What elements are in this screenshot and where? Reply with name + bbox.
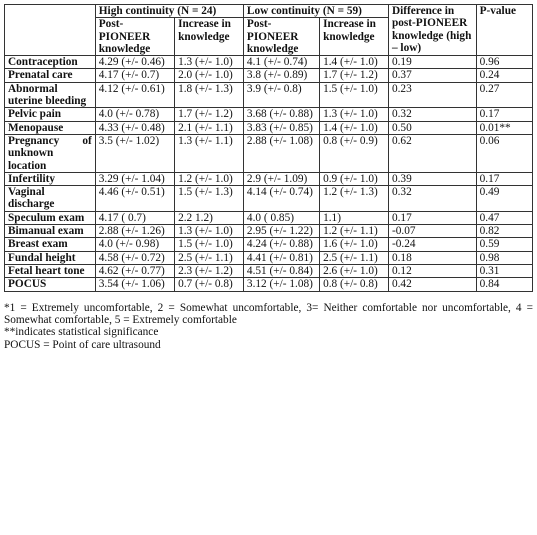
table-row (5, 82, 533, 108)
table-row (5, 108, 533, 121)
high-increase-cell: 1.5 (+/- 1.3) (175, 186, 244, 212)
p-value-cell: 0.49 (476, 186, 532, 212)
row-label-cell: Fundal height (5, 251, 96, 264)
high-post-knowledge-cell: 4.0 (+/- 0.98) (95, 238, 174, 251)
high-post-knowledge-cell: 2.88 (+/- 1.26) (95, 225, 174, 238)
low-post-knowledge-cell: 3.83 (+/- 0.85) (243, 121, 319, 134)
table-row (5, 56, 533, 69)
high-increase-cell: 2.5 (+/- 1.1) (175, 251, 244, 264)
table-row (5, 172, 533, 185)
low-increase-cell: 0.9 (+/- 1.0) (320, 172, 389, 185)
table-row (5, 121, 533, 134)
high-increase-cell: 1.8 (+/- 1.3) (175, 82, 244, 108)
low-post-knowledge-cell: 3.12 (+/- 1.08) (243, 278, 319, 291)
table-row (5, 225, 533, 238)
high-post-knowledge-cell: 4.62 (+/- 0.77) (95, 264, 174, 277)
high-post-knowledge-cell: 4.29 (+/- 0.46) (95, 56, 174, 69)
low-post-knowledge-cell: 4.41 (+/- 0.81) (243, 251, 319, 264)
difference-cell: 0.12 (388, 264, 476, 277)
table-row (5, 251, 533, 264)
high-increase-cell: 1.3 (+/- 1.0) (175, 225, 244, 238)
high-increase-cell: 2.2 1.2) (175, 211, 244, 224)
row-label-cell: Fetal heart tone (5, 264, 96, 277)
low-increase-cell: 1.6 (+/- 1.0) (320, 238, 389, 251)
high-post-knowledge-cell: 3.5 (+/- 1.02) (95, 134, 174, 172)
p-value-cell: 0.17 (476, 172, 532, 185)
table-header (5, 5, 533, 56)
difference-cell: 0.32 (388, 186, 476, 212)
p-value-cell: 0.17 (476, 108, 532, 121)
high-increase-cell: 2.0 (+/- 1.0) (175, 69, 244, 82)
row-label-cell: Pregnancy of unknown location (5, 134, 96, 172)
high-increase-cell: 1.3 (+/- 1.1) (175, 134, 244, 172)
header-high-post-knowledge: Post-PIONEER knowledge (95, 18, 174, 56)
high-increase-cell: 1.5 (+/- 1.0) (175, 238, 244, 251)
row-label-cell: Abnormal uterine bleeding (5, 82, 96, 108)
row-label-cell: Pelvic pain (5, 108, 96, 121)
high-increase-cell: 2.3 (+/- 1.2) (175, 264, 244, 277)
difference-cell: 0.18 (388, 251, 476, 264)
difference-cell: 0.17 (388, 211, 476, 224)
p-value-cell: 0.98 (476, 251, 532, 264)
difference-cell: -0.07 (388, 225, 476, 238)
row-label-cell: Menopause (5, 121, 96, 134)
low-post-knowledge-cell: 4.14 (+/- 0.74) (243, 186, 319, 212)
p-value-cell: 0.31 (476, 264, 532, 277)
low-increase-cell: 1.2 (+/- 1.1) (320, 225, 389, 238)
header-low-continuity: Low continuity (N = 59) (243, 5, 388, 18)
difference-cell: 0.39 (388, 172, 476, 185)
header-p-value: P-value (476, 5, 532, 56)
high-post-knowledge-cell: 4.33 (+/- 0.48) (95, 121, 174, 134)
table-row (5, 134, 533, 172)
high-increase-cell: 1.2 (+/- 1.0) (175, 172, 244, 185)
low-post-knowledge-cell: 3.68 (+/- 0.88) (243, 108, 319, 121)
low-post-knowledge-cell: 4.24 (+/- 0.88) (243, 238, 319, 251)
document (4, 4, 533, 351)
high-post-knowledge-cell: 3.29 (+/- 1.04) (95, 172, 174, 185)
p-value-cell: 0.24 (476, 69, 532, 82)
high-post-knowledge-cell: 4.17 ( 0.7) (95, 211, 174, 224)
row-label-cell: Infertility (5, 172, 96, 185)
low-post-knowledge-cell: 4.51 (+/- 0.84) (243, 264, 319, 277)
low-post-knowledge-cell: 2.88 (+/- 1.08) (243, 134, 319, 172)
difference-cell: 0.23 (388, 82, 476, 108)
header-difference: Difference in post-PIONEER knowledge (high – low) (388, 5, 476, 56)
row-label-cell: Bimanual exam (5, 225, 96, 238)
row-label-cell: Vaginal discharge (5, 186, 96, 212)
high-post-knowledge-cell: 4.17 (+/- 0.7) (95, 69, 174, 82)
high-increase-cell: 2.1 (+/- 1.1) (175, 121, 244, 134)
header-high-continuity: High continuity (N = 24) (95, 5, 243, 18)
low-post-knowledge-cell: 2.95 (+/- 1.22) (243, 225, 319, 238)
table-row (5, 264, 533, 277)
low-increase-cell: 1.7 (+/- 1.2) (320, 69, 389, 82)
low-post-knowledge-cell: 3.8 (+/- 0.89) (243, 69, 319, 82)
high-increase-cell: 1.7 (+/- 1.2) (175, 108, 244, 121)
low-post-knowledge-cell: 3.9 (+/- 0.8) (243, 82, 319, 108)
p-value-cell: 0.84 (476, 278, 532, 291)
footnotes (4, 302, 533, 352)
low-increase-cell: 1.4 (+/- 1.0) (320, 56, 389, 69)
header-low-post-knowledge: Post-PIONEER knowledge (243, 18, 319, 56)
p-value-cell: 0.47 (476, 211, 532, 224)
table-row (5, 238, 533, 251)
row-label-cell: Prenatal care (5, 69, 96, 82)
difference-cell: 0.50 (388, 121, 476, 134)
low-increase-cell: 2.5 (+/- 1.1) (320, 251, 389, 264)
p-value-cell: 0.82 (476, 225, 532, 238)
high-post-knowledge-cell: 4.58 (+/- 0.72) (95, 251, 174, 264)
high-post-knowledge-cell: 4.46 (+/- 0.51) (95, 186, 174, 212)
knowledge-table (4, 4, 533, 292)
low-increase-cell: 0.8 (+/- 0.9) (320, 134, 389, 172)
difference-cell: 0.62 (388, 134, 476, 172)
row-label-cell: Speculum exam (5, 211, 96, 224)
table-row (5, 186, 533, 212)
low-increase-cell: 1.5 (+/- 1.0) (320, 82, 389, 108)
high-increase-cell: 1.3 (+/- 1.0) (175, 56, 244, 69)
low-post-knowledge-cell: 4.1 (+/- 0.74) (243, 56, 319, 69)
high-post-knowledge-cell: 4.12 (+/- 0.61) (95, 82, 174, 108)
low-post-knowledge-cell: 4.0 ( 0.85) (243, 211, 319, 224)
table-row (5, 211, 533, 224)
high-increase-cell: 0.7 (+/- 0.8) (175, 278, 244, 291)
table-row (5, 69, 533, 82)
difference-cell: -0.24 (388, 238, 476, 251)
low-increase-cell: 2.6 (+/- 1.0) (320, 264, 389, 277)
table-row (5, 278, 533, 291)
low-post-knowledge-cell: 2.9 (+/- 1.09) (243, 172, 319, 185)
row-label-cell: Contraception (5, 56, 96, 69)
row-label-cell: Breast exam (5, 238, 96, 251)
low-increase-cell: 1.3 (+/- 1.0) (320, 108, 389, 121)
p-value-cell: 0.27 (476, 82, 532, 108)
p-value-cell: 0.59 (476, 238, 532, 251)
high-post-knowledge-cell: 3.54 (+/- 1.06) (95, 278, 174, 291)
table-body (5, 56, 533, 291)
p-value-cell: 0.01** (476, 121, 532, 134)
difference-cell: 0.42 (388, 278, 476, 291)
header-low-increase: Increase in knowledge (320, 18, 389, 56)
header-empty-cell (5, 5, 96, 56)
footnote-significance: **indicates statistical significance (4, 326, 159, 339)
footnote-pocus: POCUS = Point of care ultrasound (4, 338, 161, 351)
difference-cell: 0.32 (388, 108, 476, 121)
low-increase-cell: 1.2 (+/- 1.3) (320, 186, 389, 212)
row-label-cell: POCUS (5, 278, 96, 291)
high-post-knowledge-cell: 4.0 (+/- 0.78) (95, 108, 174, 121)
difference-cell: 0.37 (388, 69, 476, 82)
low-increase-cell: 1.4 (+/- 1.0) (320, 121, 389, 134)
difference-cell: 0.19 (388, 56, 476, 69)
header-high-increase: Increase in knowledge (175, 18, 244, 56)
p-value-cell: 0.96 (476, 56, 532, 69)
p-value-cell: 0.06 (476, 134, 532, 172)
low-increase-cell: 1.1) (320, 211, 389, 224)
low-increase-cell: 0.8 (+/- 0.8) (320, 278, 389, 291)
footnote-scale: *1 = Extremely uncomfortable, 2 = Somewhat uncomfortable, 3= Neither comfortable nor uncomfortable, 4 = Somewhat comfortable, 5 = Extremely comfortable (4, 301, 533, 326)
